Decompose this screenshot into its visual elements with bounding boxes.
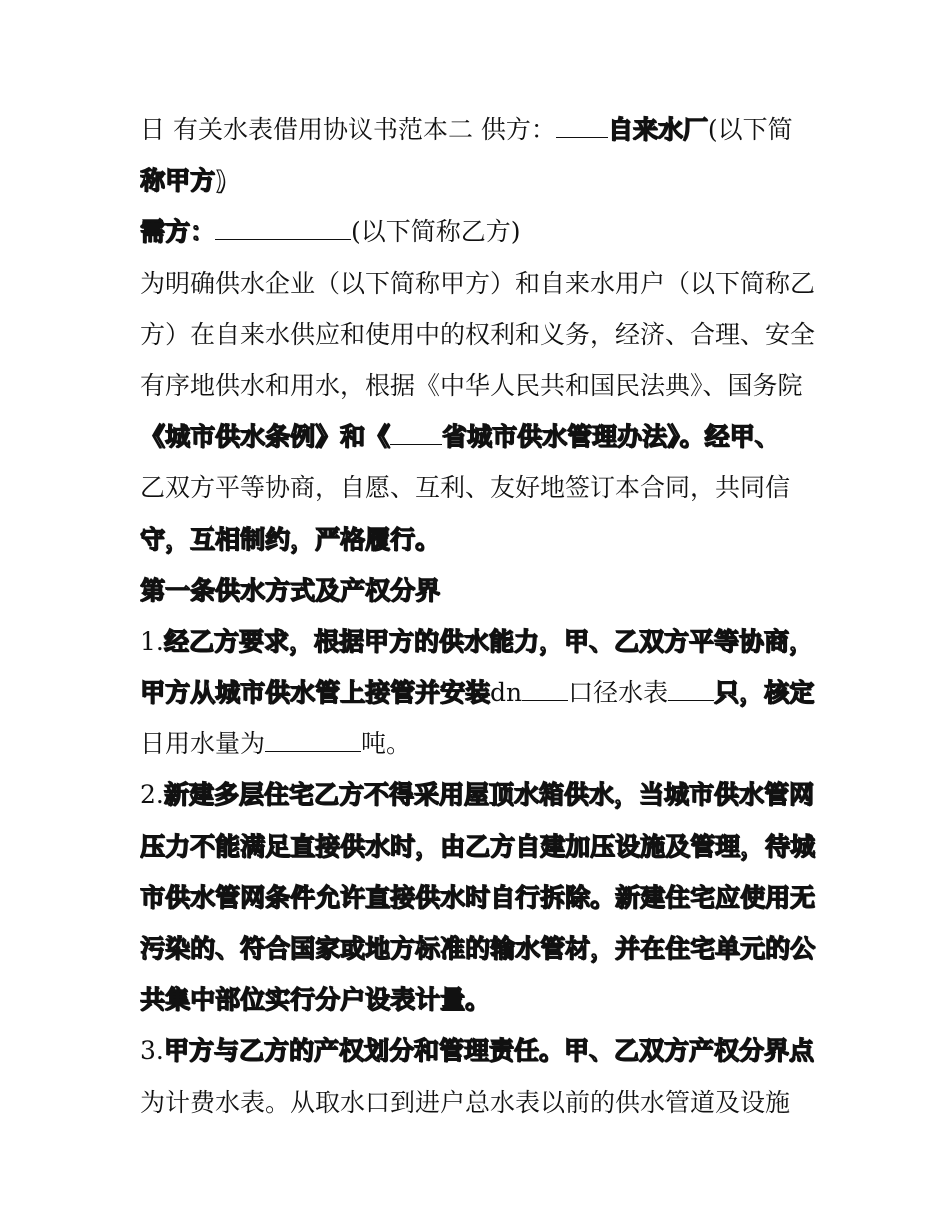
text-segment: 日用水量为 — [140, 729, 266, 759]
text-line — [140, 411, 820, 462]
blank-underline — [556, 117, 608, 138]
text-segment: 为明确供水企业（以下简称甲方）和自来水用户（以下简称乙 — [140, 268, 816, 298]
text-segment: 甲方从城市供水管上接管并安装 — [140, 678, 491, 708]
text-segment: 压力不能满足直接供水时，由乙方自建加压设施及管理，待城 — [140, 831, 816, 861]
text-line — [140, 360, 820, 411]
text-line — [140, 1025, 820, 1076]
text-line — [140, 718, 820, 769]
text-segment: (以下简 — [707, 115, 793, 144]
text-line — [140, 616, 820, 667]
text-line — [140, 206, 820, 257]
text-segment: 共集中部位实行分户设表计量。 — [140, 985, 491, 1015]
text-line — [140, 309, 820, 360]
text-line — [140, 974, 820, 1025]
text-line — [140, 821, 820, 872]
text-segment: 口径水表 — [568, 678, 669, 708]
text-line — [140, 104, 820, 155]
text-line — [140, 769, 820, 820]
text-line — [140, 667, 820, 718]
text-segment: 守，互相制约，严格履行。 — [140, 524, 441, 554]
text-segment: 称甲方) — [140, 166, 227, 196]
text-segment: 乙双方平等协商，自愿、互利、友好地签订本合同，共同信 — [140, 473, 791, 503]
text-segment: 吨。 — [361, 729, 412, 759]
text-segment: 经乙方要求，根据甲方的供水能力，甲、乙双方平等协商， — [163, 626, 814, 656]
text-line — [140, 462, 820, 513]
text-line — [140, 1077, 820, 1128]
text-segment: 2. — [140, 780, 164, 810]
blank-underline — [668, 680, 714, 701]
text-line — [140, 872, 820, 923]
text-segment: 需方： — [140, 217, 216, 247]
blank-underline — [265, 731, 361, 752]
text-segment: 第一条供水方式及产权分界 — [140, 575, 441, 605]
text-segment: 《城市供水条例》和《 — [140, 422, 391, 452]
blank-underline — [522, 680, 568, 701]
text-segment: 1. — [140, 626, 164, 656]
text-line — [140, 565, 820, 616]
text-line — [140, 258, 820, 309]
text-segment: 省城市供水管理办法》。经甲、 — [442, 422, 780, 452]
text-line — [140, 155, 820, 206]
text-segment: 新建多层住宅乙方不得采用屋顶水箱供水，当城市供水管网 — [163, 780, 814, 810]
text-segment: dn — [490, 678, 523, 708]
blank-underline — [390, 424, 442, 445]
text-segment: 甲方与乙方的产权划分和管理责任。甲、乙双方产权分界点 — [163, 1036, 814, 1066]
document-body — [140, 104, 820, 1128]
text-segment: 有序地供水和用水，根据《中华人民共和国民法典》、国务院 — [140, 370, 803, 400]
text-line — [140, 514, 820, 565]
text-segment: 自来水厂 — [607, 115, 708, 144]
text-segment: 市供水管网条件允许直接供水时自行拆除。新建住宅应使用无 — [140, 882, 816, 912]
text-segment: 3. — [140, 1036, 164, 1066]
text-segment: (以下简称乙方) — [351, 217, 521, 247]
text-segment: 日 有关水表借用协议书范本二 供方： — [140, 115, 556, 144]
text-segment: 方）在自来水供应和使用中的权利和义务，经济、合理、安全 — [140, 319, 816, 349]
blank-underline — [215, 219, 351, 240]
text-segment: 只，核定 — [714, 678, 815, 708]
text-segment: 为计费水表。从取水口到进户总水表以前的供水管道及设施 — [140, 1087, 791, 1117]
text-segment: 污染的、符合国家或地方标准的输水管材，并在住宅单元的公 — [140, 934, 816, 963]
text-line — [140, 923, 820, 974]
